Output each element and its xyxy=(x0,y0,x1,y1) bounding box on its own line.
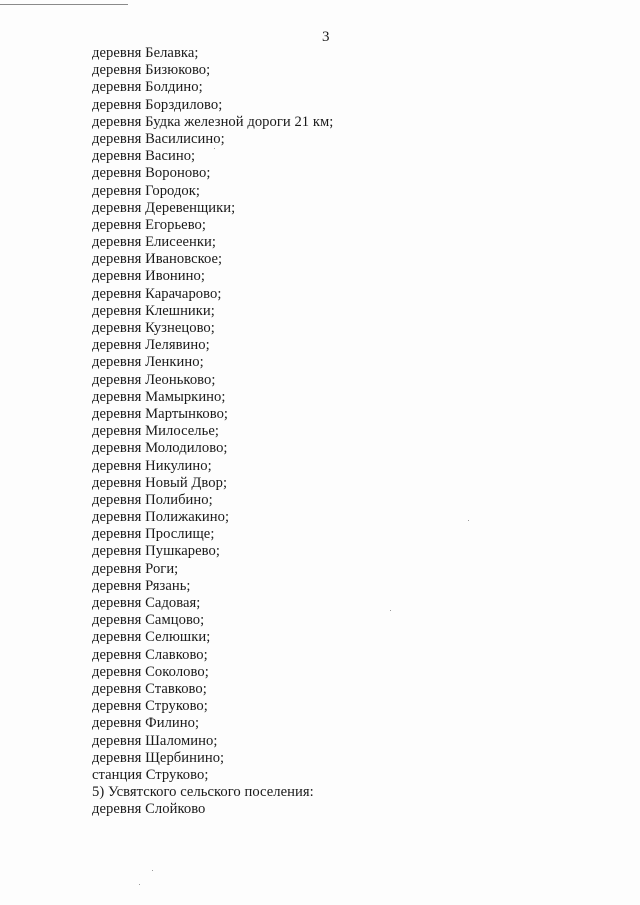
list-item: деревня Слойково xyxy=(92,801,206,818)
list-item: деревня Пушкарево; xyxy=(92,543,220,560)
list-item: деревня Ставково; xyxy=(92,680,207,697)
scan-speck xyxy=(214,148,215,149)
list-item: деревня Мартынково; xyxy=(92,405,229,422)
list-item: деревня Селюшки; xyxy=(92,629,211,646)
settlement-list xyxy=(92,45,333,818)
list-item: деревня Новый Двор; xyxy=(92,474,228,491)
list-item: деревня Егорьево; xyxy=(92,216,206,233)
list-item: деревня Карачарово; xyxy=(92,285,222,302)
list-item: деревня Мамыркино; xyxy=(92,388,226,405)
list-item: деревня Городок; xyxy=(92,182,201,199)
list-item: деревня Рязань; xyxy=(92,577,191,594)
list-item: деревня Садовая; xyxy=(92,595,201,611)
list-item: деревня Вороново; xyxy=(92,165,211,182)
list-item: деревня Полибино; xyxy=(92,491,213,508)
list-item: деревня Ивонино; xyxy=(92,268,205,285)
list-item: деревня Милоселье; xyxy=(92,423,219,440)
list-item: деревня Бизюково; xyxy=(92,62,211,79)
list-item: 5) Усвятского сельского поселения: xyxy=(92,784,314,801)
list-item: деревня Струково; xyxy=(92,698,208,715)
list-item: деревня Белавка; xyxy=(92,45,199,61)
list-item: станция Струково; xyxy=(92,766,209,783)
list-item: деревня Болдино; xyxy=(92,79,203,96)
list-item: деревня Щербинино; xyxy=(92,749,225,766)
list-item: деревня Ленкино; xyxy=(92,354,204,371)
list-item: деревня Елисеенки; xyxy=(92,234,217,251)
list-item: деревня Лелявино; xyxy=(92,337,210,354)
scan-speck xyxy=(468,520,469,521)
scan-speck xyxy=(139,884,140,885)
list-item: деревня Борздилово; xyxy=(92,96,223,113)
list-item: деревня Клешники; xyxy=(92,302,215,319)
list-item: деревня Роги; xyxy=(92,560,179,577)
list-item: деревня Прослище; xyxy=(92,526,215,543)
list-item: деревня Шаломино; xyxy=(92,732,218,749)
list-item: деревня Деревенщики; xyxy=(92,199,236,216)
list-item: деревня Филино; xyxy=(92,715,200,732)
top-edge-rule xyxy=(0,4,128,5)
list-item: деревня Полижакино; xyxy=(92,509,230,526)
list-item: деревня Кузнецово; xyxy=(92,320,215,336)
list-item: деревня Славково; xyxy=(92,646,208,663)
scan-speck xyxy=(152,870,153,871)
scan-speck xyxy=(390,610,391,611)
list-item: деревня Соколово; xyxy=(92,663,209,680)
list-item: деревня Будка железной дороги 21 км; xyxy=(92,113,334,130)
page-number: 3 xyxy=(322,29,330,45)
list-item: деревня Леоньково; xyxy=(92,371,216,388)
list-item: деревня Ивановское; xyxy=(92,251,223,268)
list-item: деревня Молодилово; xyxy=(92,440,228,457)
list-item: деревня Никулино; xyxy=(92,457,212,474)
list-item: деревня Васино; xyxy=(92,148,196,165)
list-item: деревня Василисино; xyxy=(92,130,225,147)
list-item: деревня Самцово; xyxy=(92,612,205,629)
